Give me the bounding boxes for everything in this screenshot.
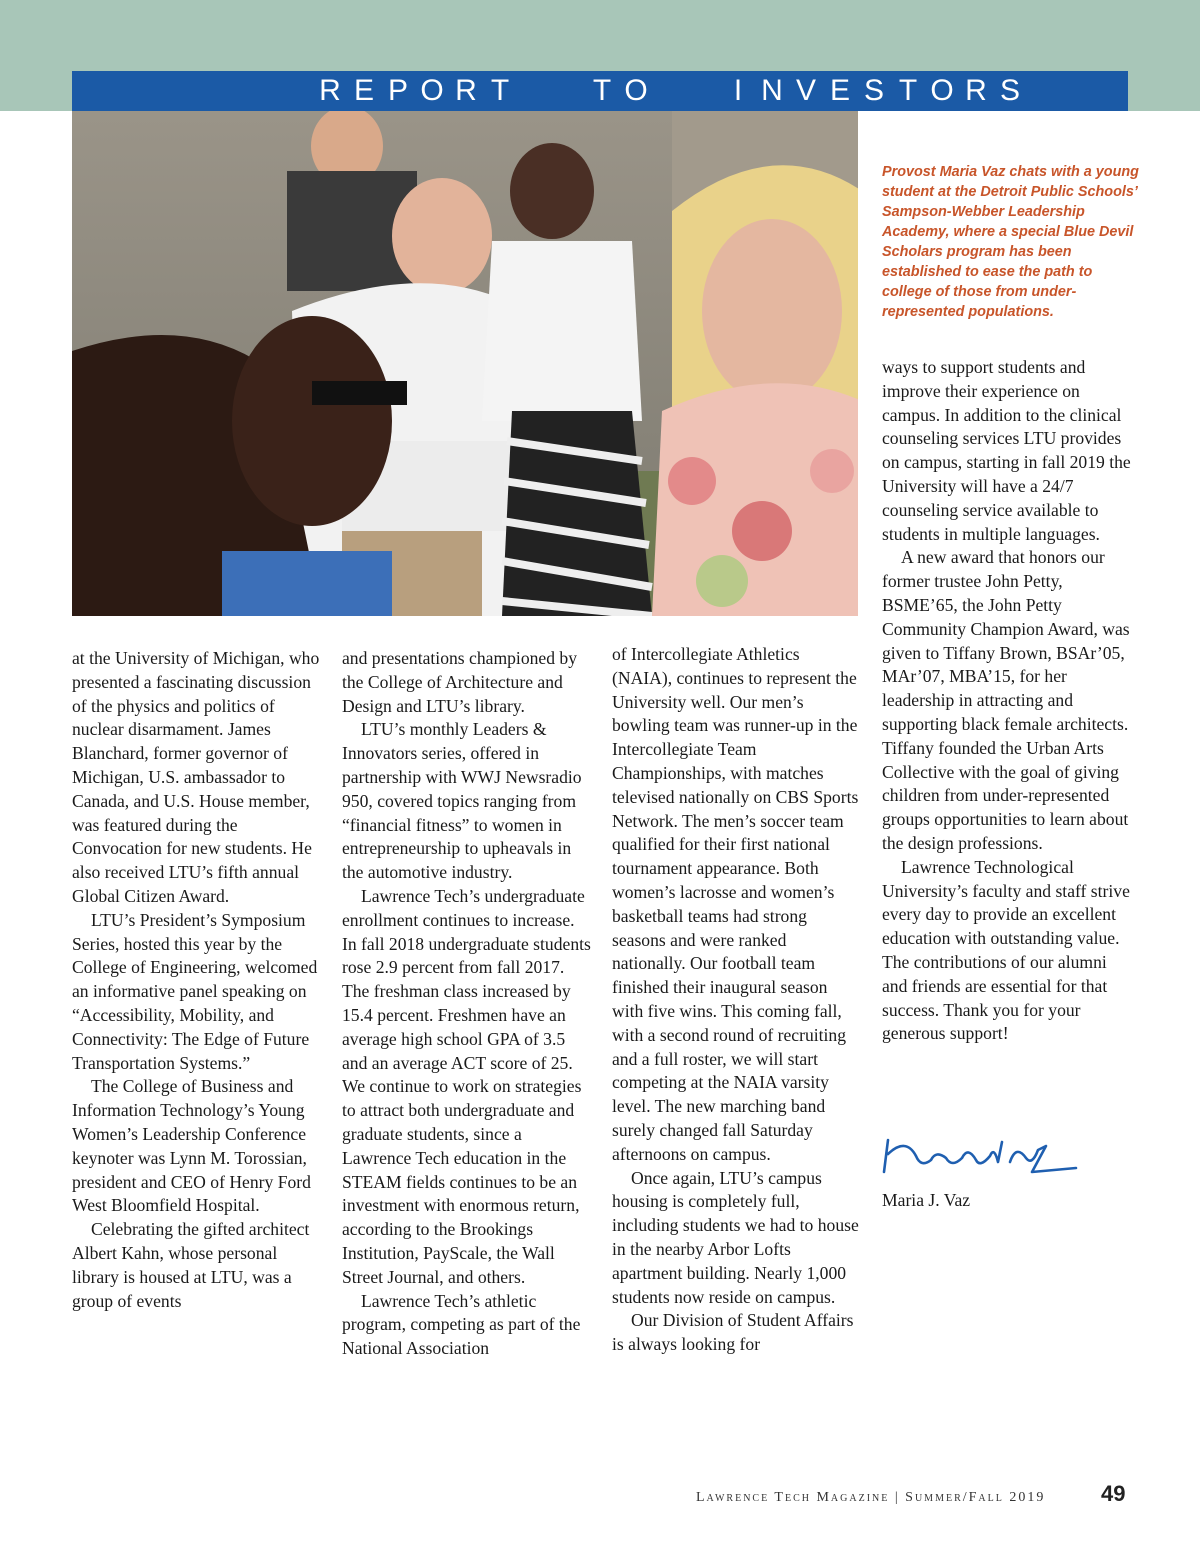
photo-illustration bbox=[72, 111, 858, 616]
article-column-4 bbox=[882, 356, 1132, 1046]
section-title-letter bbox=[687, 74, 721, 108]
article-column-1 bbox=[72, 647, 322, 1313]
section-title bbox=[173, 74, 1027, 108]
signer-name: Maria J. Vaz bbox=[882, 1190, 971, 1210]
page-number: 49 bbox=[1101, 1481, 1126, 1506]
signature-image bbox=[876, 1132, 1106, 1182]
paragraph: of Intercollegiate Athletics (NAIA), continues to represent the University well. Our men’s bowling team was runner-up in the Intercollegiate Team Championships, with matches televised nationally on CBS Sports Network. The men’s soccer team qualified for their first national tournament appearance. Both women’s lacrosse and women’s basketball teams had strong seasons and were ranked nationally. Our football team finished their inaugural season with five wins. This coming fall, with a second round of recruiting and a full roster, we will start competing at the NAIA varsity level. The new marching band surely changed fall Saturday afternoons on campus. bbox=[612, 644, 859, 1164]
section-title-letter: R bbox=[455, 74, 477, 107]
photo-caption: Provost Maria Vaz chats with a young student at the Detroit Public Schools’ Sampson-Webber Leadership Academy, where a special Blue Devil Scholars program has been established to ease the path to college of those from under-represented populations. bbox=[882, 164, 1139, 320]
section-title-letter: S bbox=[863, 74, 884, 107]
section-title-letter: N bbox=[761, 74, 783, 107]
section-title-letter: S bbox=[999, 74, 1020, 107]
section-title-letter: T bbox=[898, 74, 918, 107]
section-title-letter: T bbox=[490, 74, 510, 107]
section-title-letter: O bbox=[624, 74, 648, 107]
paragraph: and presentations championed by the College of Architecture and Design and LTU’s library. bbox=[342, 648, 578, 716]
section-title-letter bbox=[551, 74, 585, 108]
section-title-letter: V bbox=[795, 74, 816, 107]
paragraph: Our Division of Student Affairs is always looking for bbox=[612, 1310, 854, 1355]
provost-photo bbox=[72, 111, 858, 616]
section-title-letter: E bbox=[353, 74, 374, 107]
section-title-letter: T bbox=[592, 74, 612, 107]
section-title-letter: I bbox=[733, 74, 743, 107]
section-title-letter: E bbox=[829, 74, 850, 107]
paragraph: Lawrence Tech’s undergraduate enrollment continues to increase. In fall 2018 undergraduate students rose 2.9 percent from fall 2017. The freshman class increased by 15.4 percent. Freshmen have an average high school GPA of 3.5 and an average ACT score of 25. We continue to work on strategies to attract both undergraduate and graduate students, since a Lawrence Tech education in the STEAM fields continues to be an investment with enormous return, according to the Brookings Institution, PayScale, the Wall Street Journal, and others. bbox=[342, 885, 591, 1287]
section-title-bar bbox=[72, 71, 1128, 111]
paragraph: LTU’s President’s Symposium Series, hosted this year by the College of Engineering, welcomed an informative panel speaking on “Accessibility, Mobility, and Connectivity: The Edge of Future Transportation Systems.” bbox=[72, 909, 318, 1073]
article-column-3 bbox=[612, 643, 862, 1357]
paragraph: Lawrence Tech’s athletic program, competing as part of the National Association bbox=[342, 1290, 581, 1359]
paragraph: Once again, LTU’s campus housing is completely full, including students we had to house in the nearby Arbor Lofts apartment building. Nearly 1,000 students now reside on campus. bbox=[612, 1167, 859, 1307]
section-title-letter: R bbox=[965, 74, 987, 107]
paragraph: Celebrating the gifted architect Albert Kahn, whose personal library is housed at LTU, was a group of events bbox=[72, 1219, 310, 1311]
section-title-letter: O bbox=[930, 74, 954, 107]
section-title-letter bbox=[517, 74, 551, 108]
paragraph: The College of Business and Information Technology’s Young Women’s Leadership Conference keynoter was Lynn M. Torossian, president and CEO of Henry Ford West Bloomfield Hospital. bbox=[72, 1076, 311, 1216]
section-title-letter: O bbox=[420, 74, 444, 107]
section-title-letter bbox=[653, 74, 687, 108]
section-title-letter: R bbox=[319, 74, 341, 107]
article-column-2 bbox=[342, 647, 592, 1361]
paragraph: LTU’s monthly Leaders & Innovators series, offered in partnership with WWJ Newsradio 950, covered topics ranging from “financial fitness” to women in entrepreneurship to upheavals in the automotive industry. bbox=[342, 719, 582, 883]
section-title-letter: P bbox=[387, 74, 408, 107]
paragraph: Lawrence Technological University’s faculty and staff strive every day to provide an excellent education with outstanding value. The contributions of our alumni and friends are essential for that success. Thank you for your generous support! bbox=[882, 856, 1130, 1044]
paragraph: at the University of Michigan, who presented a fascinating discussion of the physics and politics of nuclear disarmament. James Blanchard, former governor of Michigan, U.S. ambassador to Canada, and U.S. House member, was featured during the Convocation for new students. He also received LTU’s fifth annual Global Citizen Award. bbox=[72, 648, 320, 906]
paragraph: ways to support students and improve their experience on campus. In addition to the clinical counseling services LTU provides on campus, starting in fall 2019 the University will have a 24/7 counseling service available to students in multiple languages. bbox=[882, 357, 1131, 544]
paragraph: A new award that honors our former trustee John Petty, BSME’65, the John Petty Community Champion Award, was given to Tiffany Brown, BSAr’05, MAr’07, MBA’15, for her leadership in attracting and supporting black female architects. Tiffany founded the Urban Arts Collective with the goal of giving children from under-represented groups opportunities to learn about the design professions. bbox=[882, 547, 1130, 853]
footer-publication: Lawrence Tech Magazine | Summer/Fall 2019 bbox=[696, 1490, 1046, 1505]
